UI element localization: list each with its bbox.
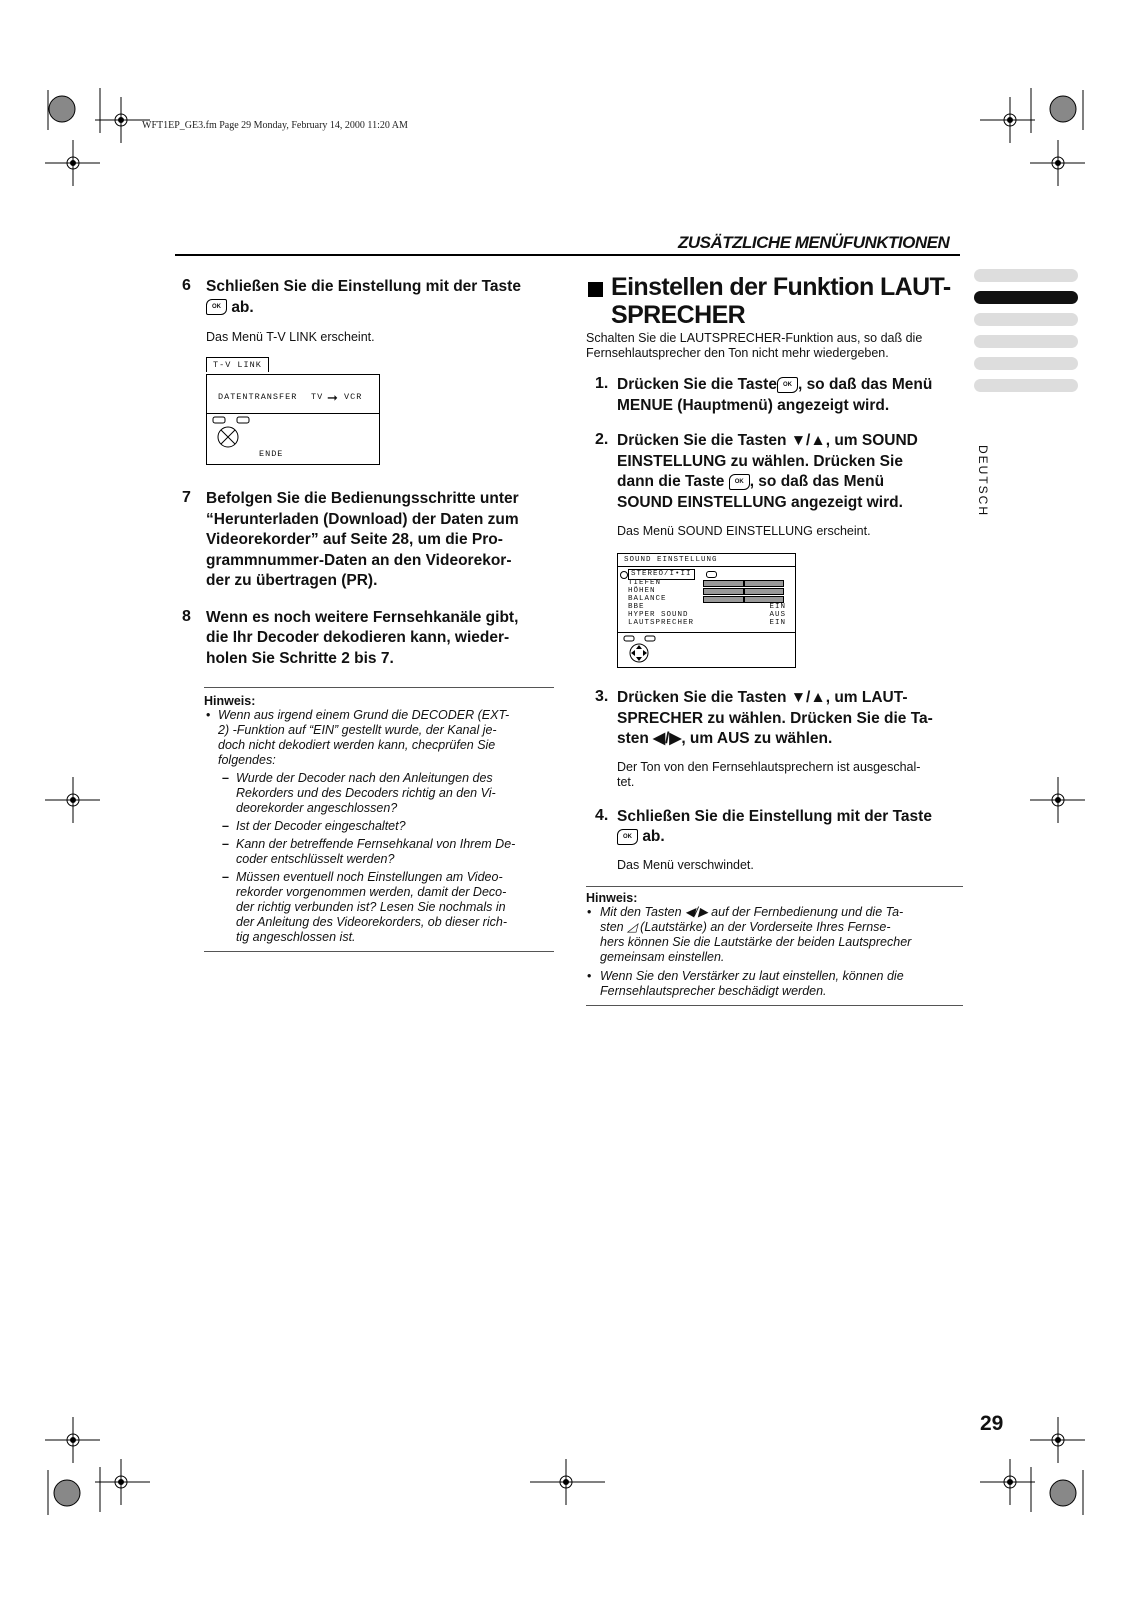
note-line: tig angeschlossen ist. (236, 930, 356, 944)
note-bullet (586, 905, 961, 965)
step-number: 2. (595, 431, 609, 448)
language-tab (970, 445, 1000, 525)
osd-tvlink (206, 357, 379, 465)
note-rule-bottom (586, 1005, 963, 1006)
note-line: sten ◿ (Lautstärke) an der Vorderseite Ihres Fernse- (600, 919, 891, 934)
note-title: Hinweis: (204, 694, 256, 708)
level-bar (703, 580, 784, 587)
step-number: 8 (182, 607, 191, 625)
osd-row-value: EIN (769, 619, 786, 627)
step-3 (586, 688, 964, 790)
osd-row-label: TIEFEN (628, 579, 662, 587)
ok-key-icon: OK (729, 474, 750, 490)
note-rule-top (204, 687, 554, 688)
note-line: Ist der Decoder eingeschaltet? (236, 819, 406, 833)
osd-row-label: BALANCE (628, 595, 667, 603)
note-line: Wurde der Decoder nach den Anleitungen des (236, 771, 493, 785)
heading-line-1: Einstellen der Funktion LAUT- (611, 273, 951, 301)
step-7 (182, 489, 552, 592)
level-bar (703, 596, 784, 603)
intro-line: Fernsehlautsprecher den Ton nicht mehr wiedergeben. (586, 346, 889, 360)
side-tab (974, 357, 1078, 370)
note-line: Rekorders und des Decoders richtig an den Vi- (236, 786, 496, 800)
side-tab-active (974, 291, 1078, 304)
osd-row-label: BBE (628, 603, 645, 611)
osd-row (628, 603, 786, 611)
section-header: ZUSÄTZLICHE MENÜFUNKTIONEN (678, 233, 950, 252)
step-text: , so daß das Menü (797, 376, 933, 393)
language-label: DEUTSCH (976, 445, 990, 518)
step-line: Schließen Sie die Einstellung mit der Taste (617, 807, 932, 825)
note-line: Mit den Tasten ◀/▶ auf der Fernbedienung und die Ta- (600, 904, 904, 919)
note-line: deorekorder angeschlossen? (236, 801, 398, 815)
step-line: MENUE (Hauptmenü) angezeigt wird. (617, 396, 890, 414)
note-dash-item (204, 870, 549, 945)
remote-keys-icon (212, 415, 258, 451)
dash-icon: – (222, 870, 229, 884)
step-text: Schließen Sie die Einstellung mit der Taste (206, 278, 521, 295)
bullet-icon: • (587, 968, 592, 983)
note-bullet (586, 969, 961, 999)
side-tab (974, 379, 1078, 392)
sub-line: tet. (617, 774, 635, 789)
side-tab (974, 313, 1078, 326)
note-dash-item (204, 771, 549, 816)
note-block (204, 694, 549, 945)
osd-title: SOUND EINSTELLUNG (624, 556, 718, 564)
note-rule-top (586, 886, 963, 887)
step-line: SPRECHER zu wählen. Drücken Sie die Ta- (617, 709, 933, 727)
osd-row (628, 595, 786, 603)
header-rule (175, 254, 960, 256)
step-8 (182, 608, 552, 670)
side-tab (974, 269, 1078, 282)
bullet-icon: • (587, 904, 592, 919)
step-line: Videorekorder” auf Seite 28, um die Pro- (206, 531, 503, 548)
bullet-icon: • (206, 708, 211, 722)
heading-line-2: SPRECHER (611, 301, 746, 329)
section-heading (586, 273, 964, 329)
note-line: gemeinsam einstellen. (600, 949, 725, 964)
level-marker (743, 596, 745, 603)
step-text: , so daß das Menü (749, 473, 885, 490)
note-line: Fernsehlautsprecher beschädigt werden. (600, 983, 827, 998)
step-line: “Herunterladen (Download) der Daten zum (206, 510, 519, 528)
step-sub: Das Menü SOUND EINSTELLUNG erscheint. (617, 524, 871, 538)
note-line: 2) -Funktion auf “EIN” gestellt wurde, der Kanal je- (218, 723, 497, 737)
level-marker (743, 588, 745, 595)
step-sub: Das Menü verschwindet. (617, 857, 754, 872)
step-text: ab. (642, 828, 665, 845)
note-line: Wenn aus irgend einem Grund die DECODER (EXT- (218, 708, 510, 722)
osd-sound (617, 553, 796, 668)
ok-key-icon: OK (617, 829, 638, 845)
ok-key-icon: OK (777, 377, 798, 393)
note-title: Hinweis: (586, 890, 638, 905)
file-slug: WFT1EP_GE3.fm Page 29 Monday, February 14, 2000 11:20 AM (142, 120, 408, 131)
osd-end: ENDE (259, 449, 284, 459)
step-sub (617, 760, 964, 790)
step-sub: Das Menü T-V LINK erscheint. (206, 330, 375, 344)
osd-divider (618, 566, 795, 567)
step-text: Drücken Sie die Taste (617, 376, 777, 393)
osd-row-label: DATENTRANSFER (218, 392, 298, 402)
osd-row-label: LAUTSPRECHER (628, 619, 695, 627)
step-4 (586, 807, 964, 873)
note-block (586, 891, 961, 999)
ok-key-icon: OK (206, 299, 227, 315)
step-line: sten ◀/▶, um AUS zu wählen. (617, 730, 833, 747)
step-line: Wenn es noch weitere Fernsehkanäle gibt, (206, 608, 519, 626)
note-line: der Anleitung des Videorekorders, ob dieser rich- (236, 915, 507, 929)
arrow-right-icon: ➞ (327, 390, 338, 405)
osd-row (628, 611, 786, 619)
osd-row-from: TV (311, 392, 324, 402)
side-tab (974, 335, 1078, 348)
note-line: coder entschlüsselt werden? (236, 852, 395, 866)
dash-icon: – (222, 819, 229, 833)
level-bar (703, 588, 784, 595)
note-line: Kann der betreffende Fernsehkanal von Ihrem De- (236, 837, 516, 851)
note-dash-item (204, 837, 549, 867)
osd-rows (628, 579, 786, 627)
sub-line: Der Ton von den Fernsehlautsprechern ist ausgeschal- (617, 759, 921, 774)
step-2 (586, 431, 964, 539)
step-text: dann die Taste (617, 473, 725, 490)
osd-row (628, 619, 786, 627)
step-line: SOUND EINSTELLUNG angezeigt wird. (617, 493, 903, 511)
level-marker (743, 580, 745, 587)
note-line: Müssen eventuell noch Einstellungen am Video- (236, 870, 503, 884)
cursor-icon (620, 571, 628, 579)
osd-row-value: AUS (769, 611, 786, 619)
step-line: grammnummer-Daten an den Videorekor- (206, 551, 512, 569)
heading-square-icon (588, 282, 603, 297)
step-line: EINSTELLUNG zu wählen. Drücken Sie (617, 452, 903, 470)
note-line: hers können Sie die Lautstärke der beiden Lautsprecher (600, 934, 912, 949)
note-bullet (204, 708, 549, 768)
osd-row (628, 579, 786, 587)
osd-row (628, 587, 786, 595)
step-line: Befolgen Sie die Bedienungsschritte unter (206, 490, 519, 507)
osd-stereo: STEREO/I•II (628, 569, 695, 580)
dash-icon: – (222, 837, 229, 851)
step-number: 7 (182, 489, 191, 506)
step-6 (182, 277, 552, 345)
osd-row-value: EIN (769, 603, 786, 611)
note-line: folgendes: (218, 753, 276, 767)
step-number: 3. (595, 688, 609, 705)
step-number: 4. (595, 806, 609, 824)
step-line: die Ihr Decoder dekodieren kann, wieder- (206, 629, 510, 646)
step-number: 1. (595, 375, 609, 392)
osd-row-to: VCR (344, 392, 363, 402)
note-line: der richtig verbunden ist? Lesen Sie nochmals in (236, 900, 506, 914)
osd-divider (206, 413, 379, 414)
step-line: Drücken Sie die Tasten ▼/▲, um LAUT- (617, 689, 908, 706)
step-number: 6 (182, 277, 191, 294)
remote-keys-icon (623, 634, 663, 664)
intro (586, 331, 964, 361)
step-line: der zu übertragen (PR). (206, 572, 378, 589)
osd-row-label: HYPER SOUND (628, 611, 689, 619)
osd-row-label: HÖHEN (628, 587, 656, 595)
dash-icon: – (222, 771, 229, 785)
osd-divider (618, 632, 795, 633)
step-text-end: ab. (231, 298, 254, 316)
right-column (586, 273, 964, 1006)
note-rule-bottom (204, 951, 554, 952)
note-line: rekorder vorgenommen werden, damit der Deco- (236, 885, 507, 899)
note-line: doch nicht dekodiert werden kann, checprüfen Sie (218, 738, 496, 752)
speaker-icon (706, 571, 717, 578)
note-line: Wenn Sie den Verstärker zu laut einstellen, können die (600, 968, 904, 983)
step-1 (586, 375, 964, 416)
intro-line: Schalten Sie die LAUTSPRECHER-Funktion aus, so daß die (586, 331, 923, 345)
side-tabs (974, 269, 1078, 392)
osd-tab: T-V LINK (206, 357, 269, 372)
step-line: holen Sie Schritte 2 bis 7. (206, 649, 394, 667)
page-number: 29 (980, 1412, 1004, 1435)
step-line: Drücken Sie die Tasten ▼/▲, um SOUND (617, 432, 918, 449)
note-dash-item (204, 819, 549, 834)
left-column (182, 277, 552, 952)
